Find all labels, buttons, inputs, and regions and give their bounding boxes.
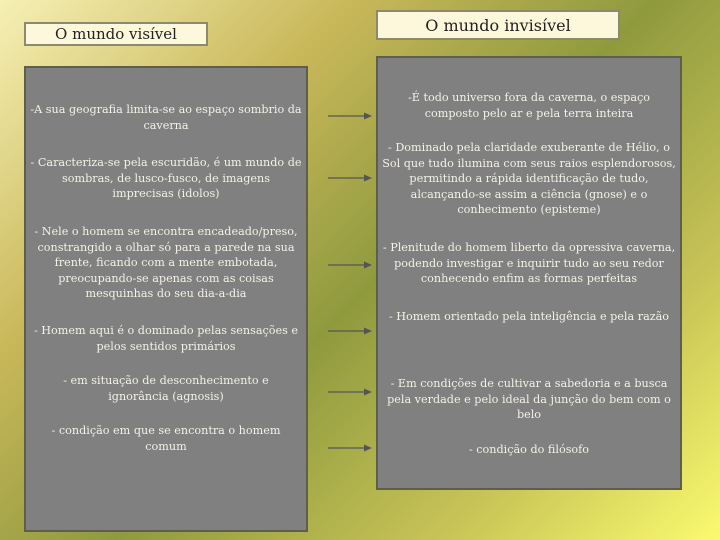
invisible-item-4: - Homem orientado pela inteligência e pela razão — [388, 310, 670, 323]
arrow-right-icon — [328, 173, 372, 183]
visible-item-1: -A sua geografia limita-se ao espaço sombrio da caverna — [30, 103, 302, 132]
invisible-item-5: - Em condições de cultivar a sabedoria e a busca pela verdade e pelo ideal da junção do bem com o belo — [387, 377, 671, 421]
visible-item-4: - Homem aqui é o dominado pelas sensações e pelos sentidos primários — [33, 324, 299, 353]
visible-item-2: - Caracteriza-se pela escuridão, é um mundo de sombras, de lusco-fusco, de imagens imprecisas (idolos) — [30, 156, 302, 200]
visible-item-3: - Nele o homem se encontra encadeado/preso, constrangido a olhar só para a parede na sua frente, ficando com a mente embotada, preocupando-se apenas com as coisas mesquinhas do seu dia-a-dia — [34, 225, 298, 300]
invisible-item-6: - condição do filósofo — [468, 443, 590, 456]
visible-item-5: - em situação de desconhecimento e ignorância (agnosis) — [63, 374, 269, 403]
arrow-right-icon — [328, 260, 372, 270]
visible-world-title — [24, 22, 208, 46]
visible-world-title-text: O mundo visível — [55, 25, 177, 43]
invisible-item-1: -É todo universo fora da caverna, o espaço composto pelo ar e pela terra inteira — [407, 91, 651, 120]
visible-item-6: - condição em que se encontra o homem comum — [51, 424, 281, 453]
invisible-item-3: - Plenitude do homem liberto da opressiva caverna, podendo investigar e inquirir tudo ao seu redor conhecendo enfim as formas perfeitas — [382, 241, 676, 285]
arrow-right-icon — [328, 387, 372, 397]
arrow-right-icon — [328, 111, 372, 121]
arrow-right-icon — [328, 443, 372, 453]
invisible-world-title-text: O mundo invisível — [425, 15, 571, 35]
invisible-item-2: - Dominado pela claridade exuberante de Hélio, o Sol que tudo ilumina com seus raios esplendorosos, permitindo a rápida identificação de tudo, alcançando-se assim a ciência (gnose) e o conhecimento (episteme) — [382, 141, 676, 216]
invisible-world-title — [376, 10, 620, 40]
arrow-right-icon — [328, 326, 372, 336]
